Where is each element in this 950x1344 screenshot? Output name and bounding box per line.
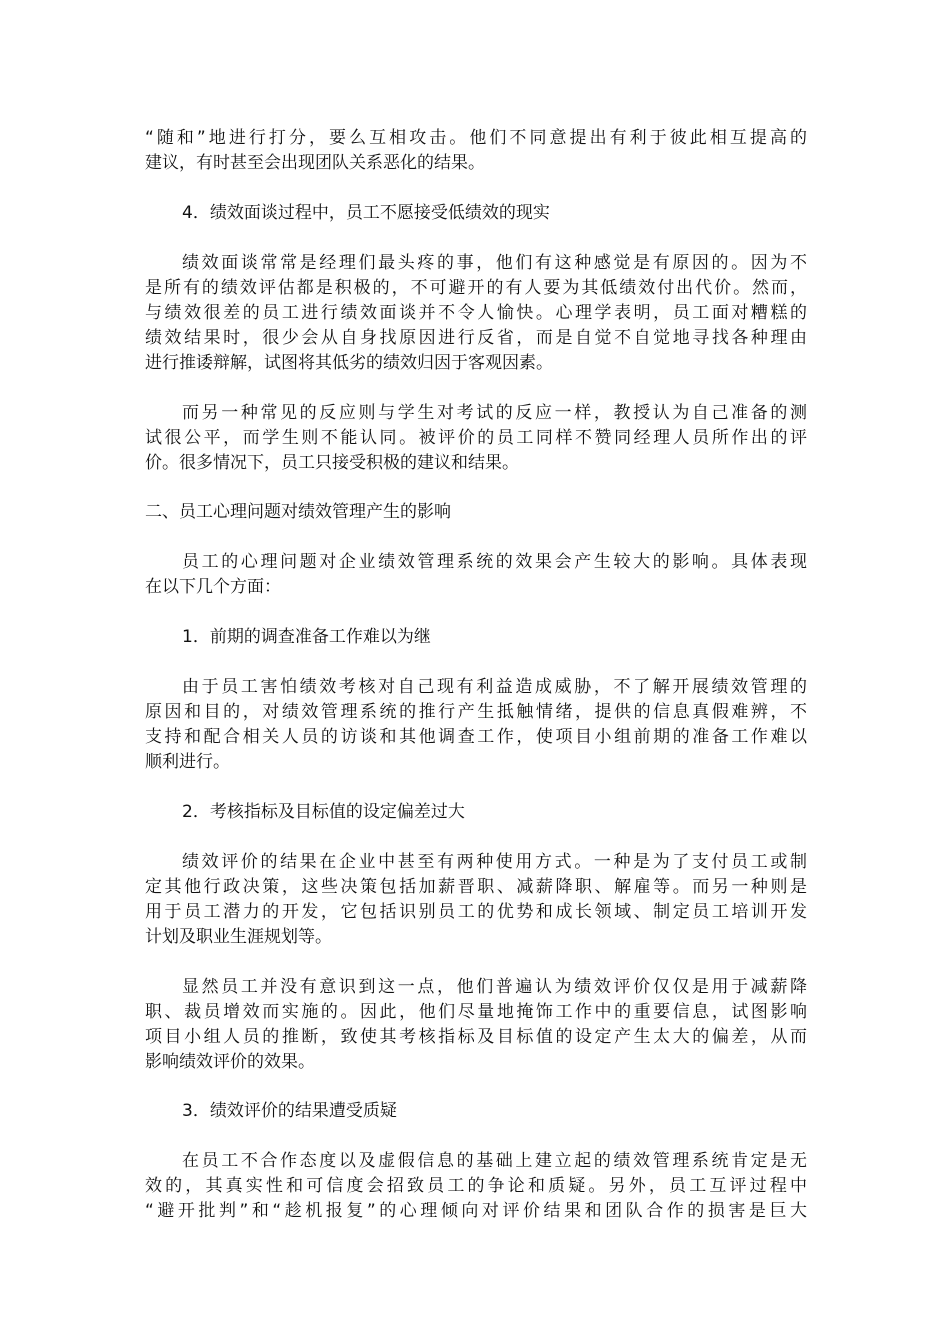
text-line: 效的，其真实性和可信度会招致员工的争论和质疑。另外，员工互评过程中 bbox=[145, 1176, 807, 1196]
text-line: 用于员工潜力的开发，它包括识别员工的优势和成长领域、制定员工培训开发 bbox=[145, 902, 807, 922]
text-line: 顺利进行。 bbox=[145, 752, 230, 772]
text-line: 绩效面谈常常是经理们最头疼的事，他们有这种感觉是有原因的。因为不 bbox=[182, 253, 807, 273]
text-line: 职、裁员增效而实施的。因此，他们尽量地掩饰工作中的重要信息，试图影响 bbox=[145, 1002, 807, 1022]
text-line: 项目小组人员的推断，致使其考核指标及目标值的设定产生太大的偏差，从而 bbox=[145, 1027, 807, 1047]
section-heading: 4．绩效面谈过程中，员工不愿接受低绩效的现实 bbox=[182, 203, 550, 223]
text-line: 在以下几个方面： bbox=[145, 577, 281, 597]
text-line: 在员工不合作态度以及虚假信息的基础上建立起的绩效管理系统肯定是无 bbox=[182, 1151, 807, 1171]
text-line: 定其他行政决策，这些决策包括加薪晋职、减薪降职、解雇等。而另一种则是 bbox=[145, 877, 807, 897]
section-heading: 1．前期的调查准备工作难以为继 bbox=[182, 627, 431, 647]
text-line: 支持和配合相关人员的访谈和其他调查工作，使项目小组前期的准备工作难以 bbox=[145, 727, 807, 747]
text-line: 绩效结果时，很少会从自身找原因进行反省，而是自觉不自觉地寻找各种理由 bbox=[145, 328, 807, 348]
paragraph bbox=[145, 251, 807, 376]
section-heading: 二、员工心理问题对绩效管理产生的影响 bbox=[145, 502, 451, 522]
text-line: 建议，有时甚至会出现团队关系恶化的结果。 bbox=[145, 153, 485, 173]
paragraph bbox=[145, 675, 807, 775]
text-line: 价。很多情况下，员工只接受积极的建议和结果。 bbox=[145, 453, 519, 473]
text-line: 由于员工害怕绩效考核对自己现有利益造成威胁，不了解开展绩效管理的 bbox=[182, 677, 807, 697]
paragraph bbox=[145, 1149, 807, 1224]
text-line: 显然员工并没有意识到这一点，他们普遍认为绩效评价仅仅是用于减薪降 bbox=[182, 977, 807, 997]
text-line: 计划及职业生涯规划等。 bbox=[145, 927, 332, 947]
text-line: 影响绩效评价的效果。 bbox=[145, 1052, 315, 1072]
text-line: “避开批判”和“趁机报复”的心理倾向对评价结果和团队合作的损害是巨大 bbox=[145, 1201, 807, 1221]
text-line: 绩效评价的结果在企业中甚至有两种使用方式。一种是为了支付员工或制 bbox=[182, 852, 807, 872]
text-line: 与绩效很差的员工进行绩效面谈并不令人愉快。心理学表明，员工面对糟糕的 bbox=[145, 303, 807, 323]
text-line: 进行推诿辩解，试图将其低劣的绩效归因于客观因素。 bbox=[145, 353, 553, 373]
paragraph-continuation bbox=[145, 126, 807, 176]
text-line: 而另一种常见的反应则与学生对考试的反应一样，教授认为自己准备的测 bbox=[182, 403, 807, 423]
paragraph bbox=[145, 850, 807, 950]
section-heading: 2．考核指标及目标值的设定偏差过大 bbox=[182, 802, 465, 822]
text-line: 员工的心理问题对企业绩效管理系统的效果会产生较大的影响。具体表现 bbox=[182, 552, 807, 572]
paragraph bbox=[145, 975, 807, 1075]
text-line: 原因和目的，对绩效管理系统的推行产生抵触情绪，提供的信息真假难辨，不 bbox=[145, 702, 807, 722]
text-line: 试很公平，而学生则不能认同。被评价的员工同样不赞同经理人员所作出的评 bbox=[145, 428, 807, 448]
section-heading: 3．绩效评价的结果遭受质疑 bbox=[182, 1101, 397, 1121]
paragraph bbox=[145, 401, 807, 476]
text-line: “随和”地进行打分，要么互相攻击。他们不同意提出有利于彼此相互提高的 bbox=[145, 128, 807, 148]
text-line: 是所有的绩效评估都是积极的，不可避开的有人要为其低绩效付出代价。然而， bbox=[145, 278, 807, 298]
paragraph bbox=[145, 550, 807, 600]
